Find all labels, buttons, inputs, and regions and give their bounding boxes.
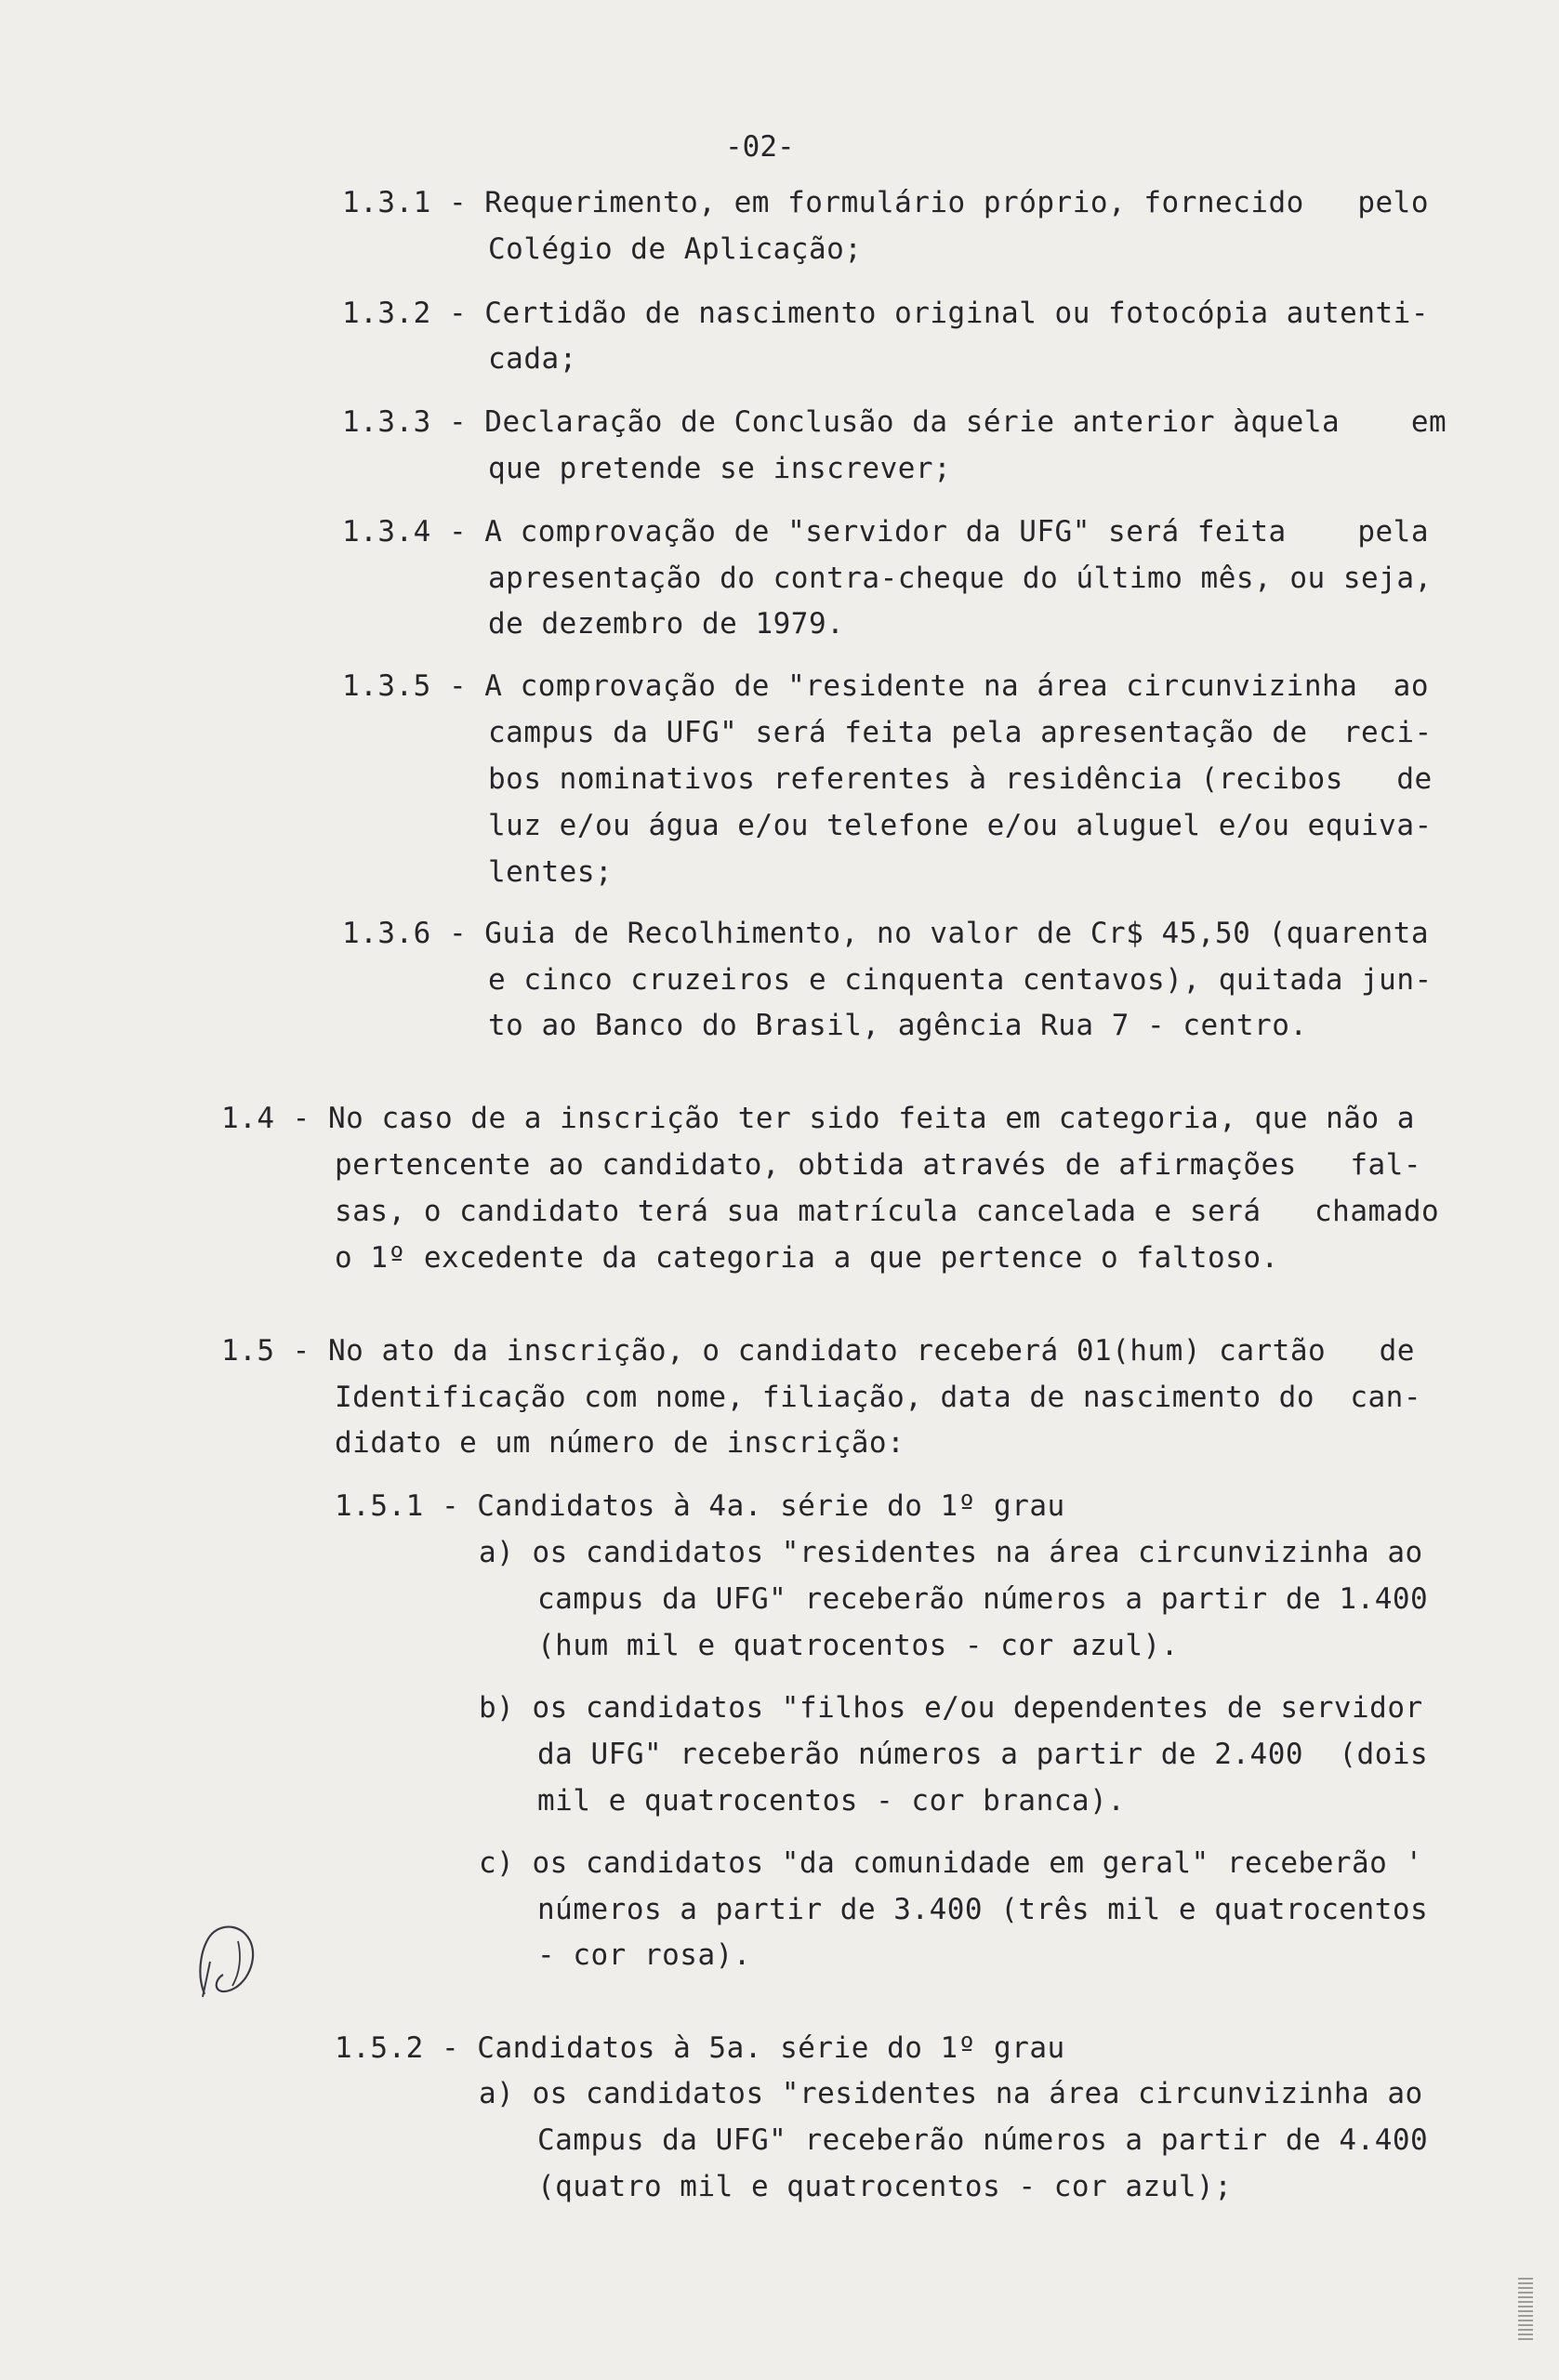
text-line: didato e um número de inscrição: xyxy=(335,1426,905,1460)
text-line: pertencente ao candidato, obtida através de afirmações fal- xyxy=(335,1148,1421,1182)
text-line: bos nominativos referentes à residência (recibos de xyxy=(488,762,1433,796)
edge-mark xyxy=(1518,2278,1533,2343)
text-line: sas, o candidato terá sua matrícula cancelada e será chamado xyxy=(335,1195,1440,1228)
text-line: a) os candidatos "residentes na área circunvizinha ao xyxy=(479,2077,1423,2110)
text-line: campus da UFG" será feita pela apresentação de reci- xyxy=(488,716,1433,749)
text-line: Identificação com nome, filiação, data de nascimento do can- xyxy=(335,1381,1421,1414)
text-line: 1.3.6 - Guia de Recolhimento, no valor de Cr$ 45,50 (quarenta xyxy=(342,917,1429,950)
text-line: 1.3.4 - A comprovação de "servidor da UFG" será feita pela xyxy=(342,515,1429,549)
text-line: to ao Banco do Brasil, agência Rua 7 - centro. xyxy=(488,1009,1308,1042)
text-line: da UFG" receberão números a partir de 2.400 (dois xyxy=(537,1738,1429,1771)
text-line: (hum mil e quatrocentos - cor azul). xyxy=(537,1629,1179,1662)
text-line: 1.3.5 - A comprovação de "residente na área circunvizinha ao xyxy=(342,669,1429,703)
page-number: -02- xyxy=(725,130,795,164)
text-line: 1.5 - No ato da inscrição, o candidato receberá 01(hum) cartão de xyxy=(221,1334,1415,1368)
text-line: de dezembro de 1979. xyxy=(488,607,845,641)
text-line: luz e/ou água e/ou telefone e/ou aluguel e/ou equiva- xyxy=(488,809,1433,842)
text-line: 1.3.2 - Certidão de nascimento original ou fotocópia autenti- xyxy=(342,297,1429,330)
text-line: mil e quatrocentos - cor branca). xyxy=(537,1784,1126,1818)
text-line: apresentação do contra-cheque do último mês, ou seja, xyxy=(488,562,1433,595)
text-line: lentes; xyxy=(488,855,614,889)
text-line: 1.4 - No caso de a inscrição ter sido feita em categoria, que não a xyxy=(221,1102,1415,1135)
text-line: que pretende se inscrever; xyxy=(488,452,952,485)
text-line: 1.5.2 - Candidatos à 5a. série do 1º grau xyxy=(335,2031,1065,2065)
text-line: c) os candidatos "da comunidade em geral" receberão ' xyxy=(479,1846,1423,1880)
text-line: números a partir de 3.400 (três mil e quatrocentos xyxy=(537,1893,1429,1926)
text-line: e cinco cruzeiros e cinquenta centavos), quitada jun- xyxy=(488,963,1433,997)
text-line: o 1º excedente da categoria a que pertence o faltoso. xyxy=(335,1241,1279,1275)
handwritten-initials xyxy=(186,1906,270,2008)
text-line: a) os candidatos "residentes na área circunvizinha ao xyxy=(479,1536,1423,1569)
text-line: campus da UFG" receberão números a partir de 1.400 xyxy=(537,1582,1429,1616)
text-line: 1.3.1 - Requerimento, em formulário próprio, fornecido pelo xyxy=(342,186,1429,219)
text-line: Campus da UFG" receberão números a partir de 4.400 xyxy=(537,2123,1429,2157)
text-line: b) os candidatos "filhos e/ou dependentes de servidor xyxy=(479,1691,1423,1725)
text-line: Colégio de Aplicação; xyxy=(488,232,863,266)
text-line: - cor rosa). xyxy=(537,1938,751,1972)
text-line: cada; xyxy=(488,342,577,376)
text-line: 1.5.1 - Candidatos à 4a. série do 1º grau xyxy=(335,1489,1065,1523)
text-line: (quatro mil e quatrocentos - cor azul); xyxy=(537,2170,1233,2203)
text-line: 1.3.3 - Declaração de Conclusão da série anterior àquela em xyxy=(342,405,1447,439)
